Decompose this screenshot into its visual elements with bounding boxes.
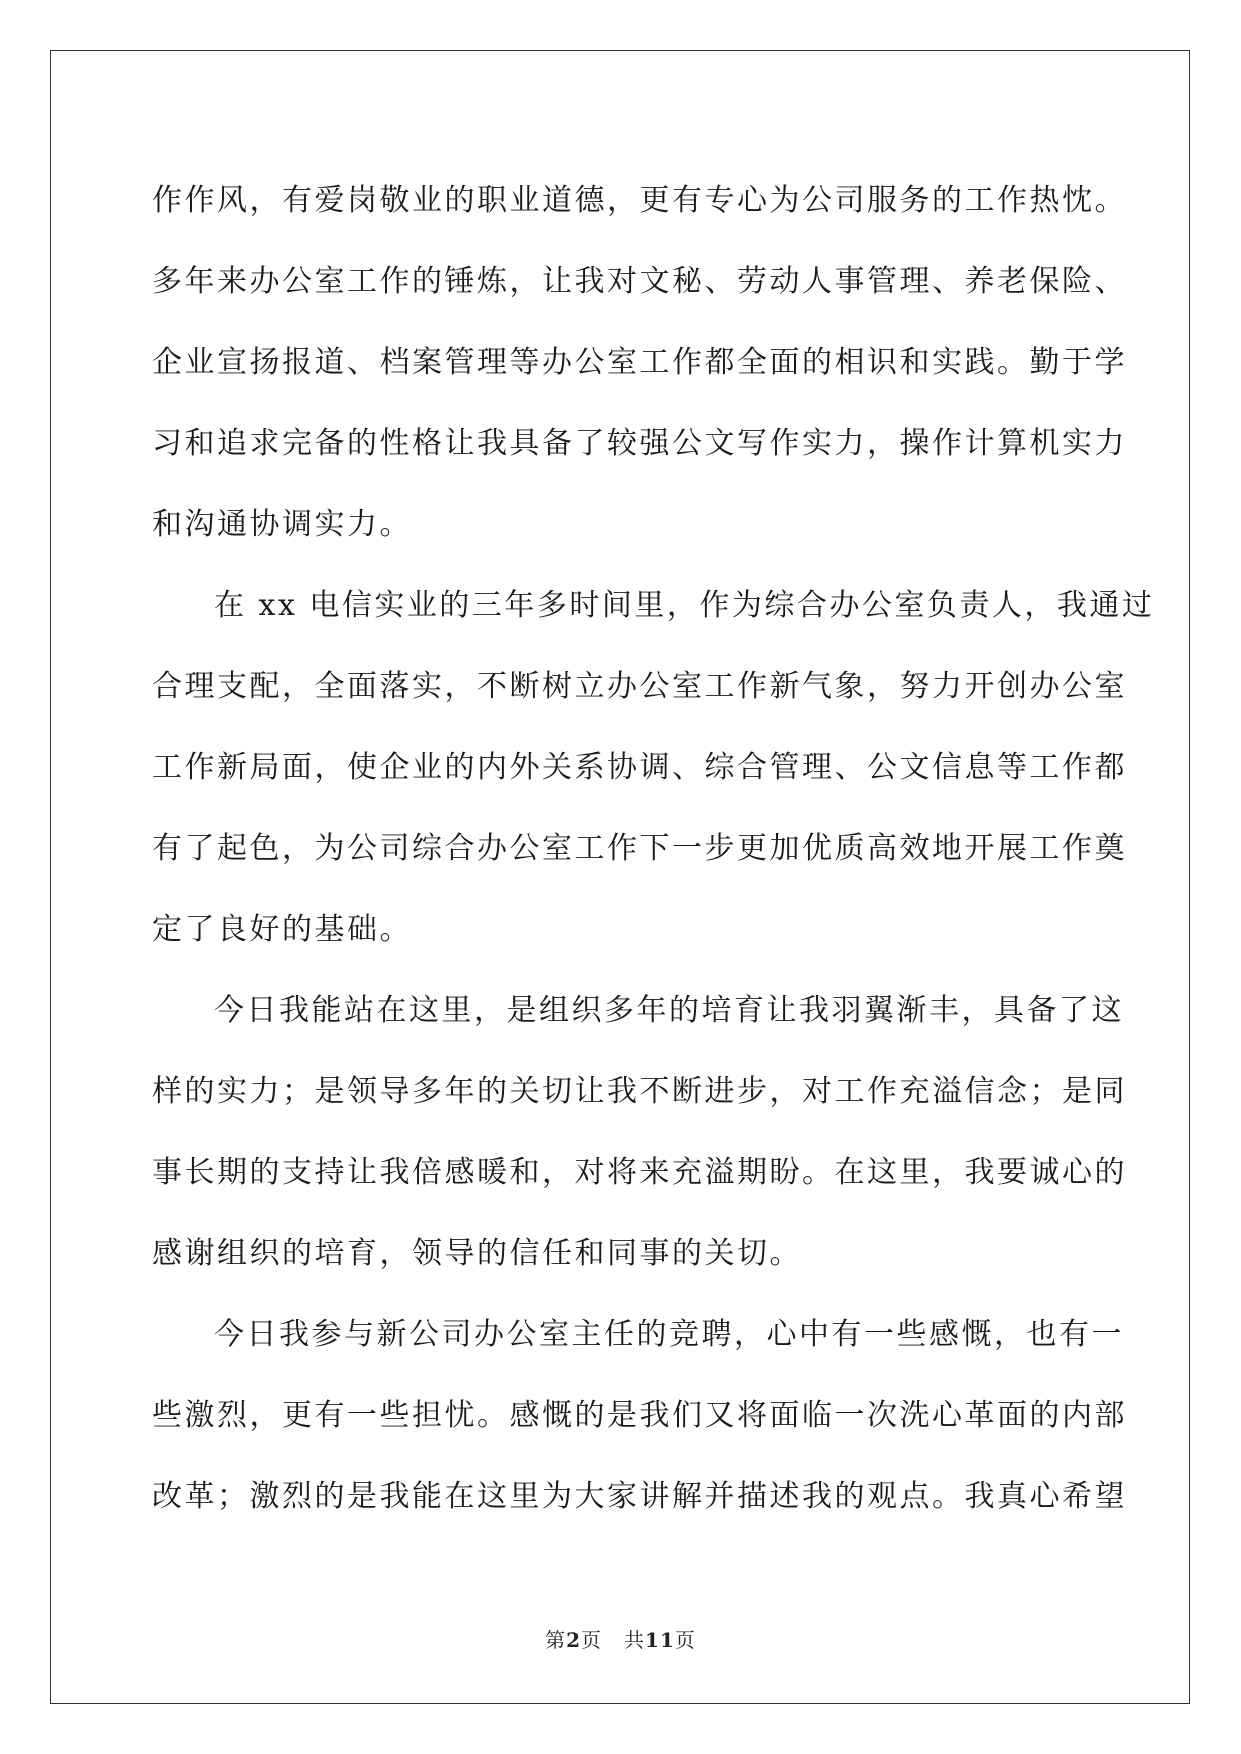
- text-line: 今日我参与新公司办公室主任的竞聘，心中有一些感慨，也有一: [214, 1317, 1124, 1352]
- text-line: 有了起色，为公司综合办公室工作下一步更加优质高效地开展工作奠: [152, 831, 1127, 866]
- total-page-count: 11: [645, 1628, 675, 1652]
- text-line: 作作风，有爱岗敬业的职业道德，更有专心为公司服务的工作热忱。: [152, 183, 1127, 218]
- text-line: 定了良好的基础。: [152, 912, 412, 947]
- paragraph-2: [152, 565, 1155, 970]
- document-body: [152, 160, 1155, 1537]
- text-line: 和沟通协调实力。: [152, 507, 412, 542]
- footer-page-suffix: 页: [581, 1628, 603, 1652]
- paragraph-4: [152, 1294, 1127, 1537]
- text-line: 多年来办公室工作的锤炼，让我对文秘、劳动人事管理、养老保险、: [152, 264, 1127, 299]
- text-line: 今日我能站在这里，是组织多年的培育让我羽翼渐丰，具备了这: [214, 993, 1124, 1028]
- page-footer: [0, 1624, 1241, 1653]
- text-line: 在 xx 电信实业的三年多时间里，作为综合办公室负责人，我通过: [214, 588, 1155, 623]
- current-page-number: 2: [566, 1628, 582, 1652]
- text-line: 感谢组织的培育，领导的信任和同事的关切。: [152, 1236, 802, 1271]
- text-line: 企业宣扬报道、档案管理等办公室工作都全面的相识和实践。勤于学: [152, 345, 1127, 380]
- text-line: 样的实力；是领导多年的关切让我不断进步，对工作充溢信念；是同: [152, 1074, 1127, 1109]
- text-line: 事长期的支持让我倍感暖和，对将来充溢期盼。在这里，我要诚心的: [152, 1155, 1127, 1190]
- footer-prefix: 第: [545, 1628, 567, 1652]
- footer-total-prefix: 共: [624, 1628, 646, 1652]
- text-line: 些激烈，更有一些担忧。感慨的是我们又将面临一次洗心革面的内部: [152, 1398, 1127, 1433]
- text-line: 习和追求完备的性格让我具备了较强公文写作实力，操作计算机实力: [152, 426, 1127, 461]
- paragraph-1: [152, 160, 1127, 565]
- text-line: 合理支配，全面落实，不断树立办公室工作新气象，努力开创办公室: [152, 669, 1127, 704]
- footer-total-suffix: 页: [674, 1628, 696, 1652]
- paragraph-3: [152, 970, 1127, 1294]
- text-line: 工作新局面，使企业的内外关系协调、综合管理、公文信息等工作都: [152, 750, 1127, 785]
- text-line: 改革；激烈的是我能在这里为大家讲解并描述我的观点。我真心希望: [152, 1479, 1127, 1514]
